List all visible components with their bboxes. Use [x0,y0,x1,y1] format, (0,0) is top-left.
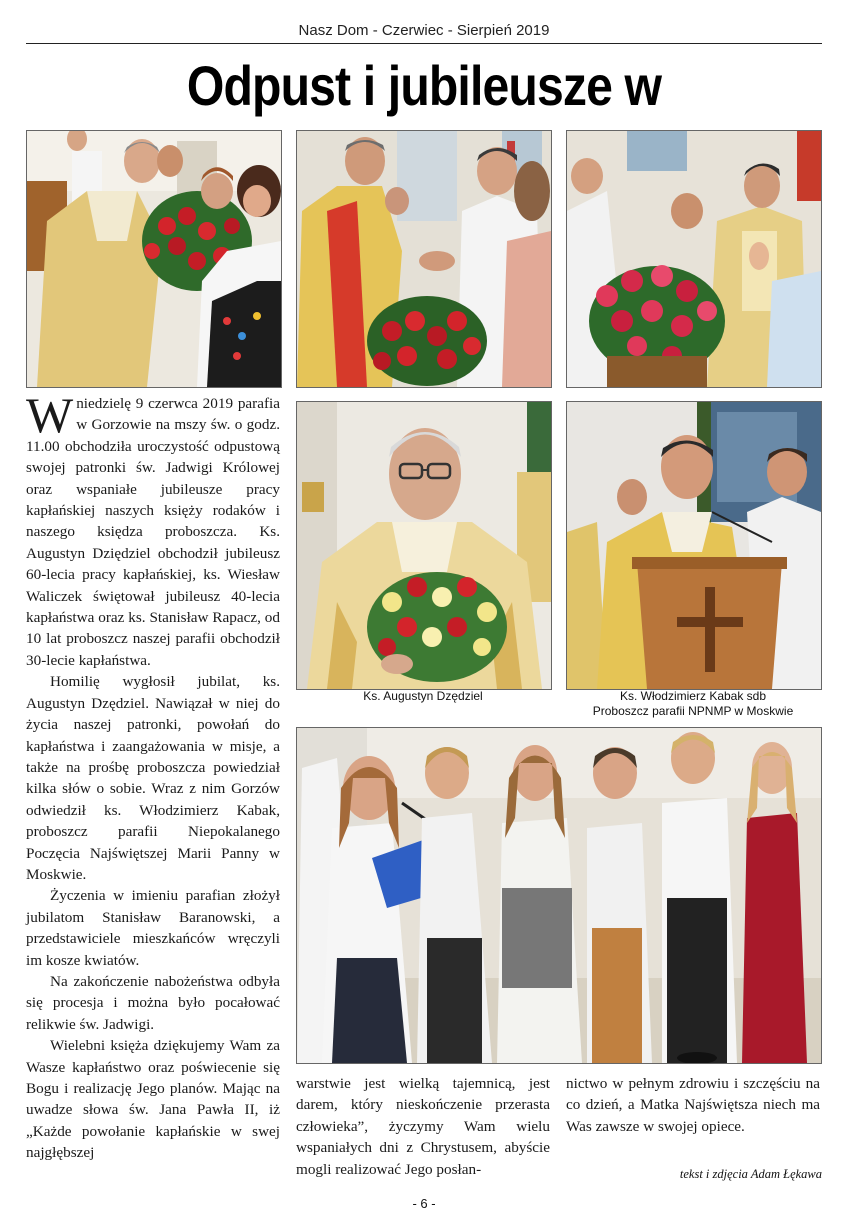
header-rule [26,43,822,44]
photo-handshake [296,130,552,388]
text-column-2 [296,1073,550,1180]
caption-dziedziel: Ks. Augustyn Dzędziel [363,689,483,703]
paragraph-thanks-continued: warstwie jest wielką tajemnicą, jest darem, który nieskończenie przerasta człowieka”, życzymy Wam wielu wspaniałych dni z Chrystusem, abyście mogli realizować Jego posłan- [296,1075,550,1178]
article-title: Odpust i jubileusze w [186,54,662,117]
drop-cap: W [26,387,74,443]
caption-kabak-line1: Ks. Włodzimierz Kabak sdb [619,689,767,703]
running-header: Nasz Dom - Czerwiec - Sierpień 2019 [298,22,550,39]
paragraph-intro [26,387,280,671]
photo-portrait-dziedziel [296,401,552,690]
photo-kabak-ambo [566,401,822,690]
photo-flowers-presentation-1 [26,130,282,388]
paragraph-wishes: Życzenia w imieniu parafian złożył jubilatom Stanisław Baranowski, a przedstawiciele mieszkańców wręczyli im kosze kwiatów. [26,887,280,969]
photo-children-readings [296,727,822,1064]
paragraph-homily: Homilię wygłosił jubilat, ks. Augustyn Dzędziel. Nawiązał w niej do życia naszej patronki, powołań do kapłaństwa i zaangażowania w misje, a także na prośbę proboszcza powiedział kilka słów o sobie. Wraz z nim Gorzów odwiedził ks. Włodzimierz Kabak, proboszcz parafii Niepokalanego Poczęcia Najświętszej Marii Panny w Moskwie. [26,673,280,883]
photo-credit: tekst i zdjęcia Adam Łękawa [679,1167,822,1181]
paragraph-thanks: Wielebni księża dziękujemy Wam za Wasze kapłaństwo oraz poświecenie się Bogu i realizację Jego planów. Mając na uwadze słowa św. Jana Pawła II, iż „Każde powołanie kapłańskie w swej najgłębszej [26,1037,280,1162]
paragraph-procession: Na zakończenie nabożeństwa odbyła się procesja i można było pocałować relikwie św. Jadwigi. [26,972,280,1033]
paragraph-thanks-end: nictwo w pełnym zdrowiu i szczęściu na co dzień, a Matka Najświętsza niech ma Was zawsze w swojej opiece. [566,1075,820,1135]
page-number: - 6 - [412,1196,436,1211]
caption-kabak-line2: Proboszcz parafii NPNMP w Moskwie [592,704,794,718]
photo-flowers-presentation-2 [566,130,822,388]
text-column-1 [26,387,280,1164]
paragraph-intro-text: niedzielę 9 czerwca 2019 parafia w Gorzowie na mszy św. o godz. 11.00 obchodziła uroczystość odpustową swojej patronki św. Jadwigi Królowej oraz wspaniałe jubileusze pracy kapłańskiej naszych księży rodaków i naszego księdza proboszcza. Ks. Augustyn Dziędziel obchodził jubileusz 60-lecia pracy kapłańskiej, ks. Wiesław Waliczek świętował jubileusz 40-lecia kapłaństwa oraz ks. Stanisław Rapacz, od 10 lat proboszcz naszej parafii obchodził 30-lecie kapłaństwa. [26,395,280,669]
text-column-3 [566,1073,820,1137]
